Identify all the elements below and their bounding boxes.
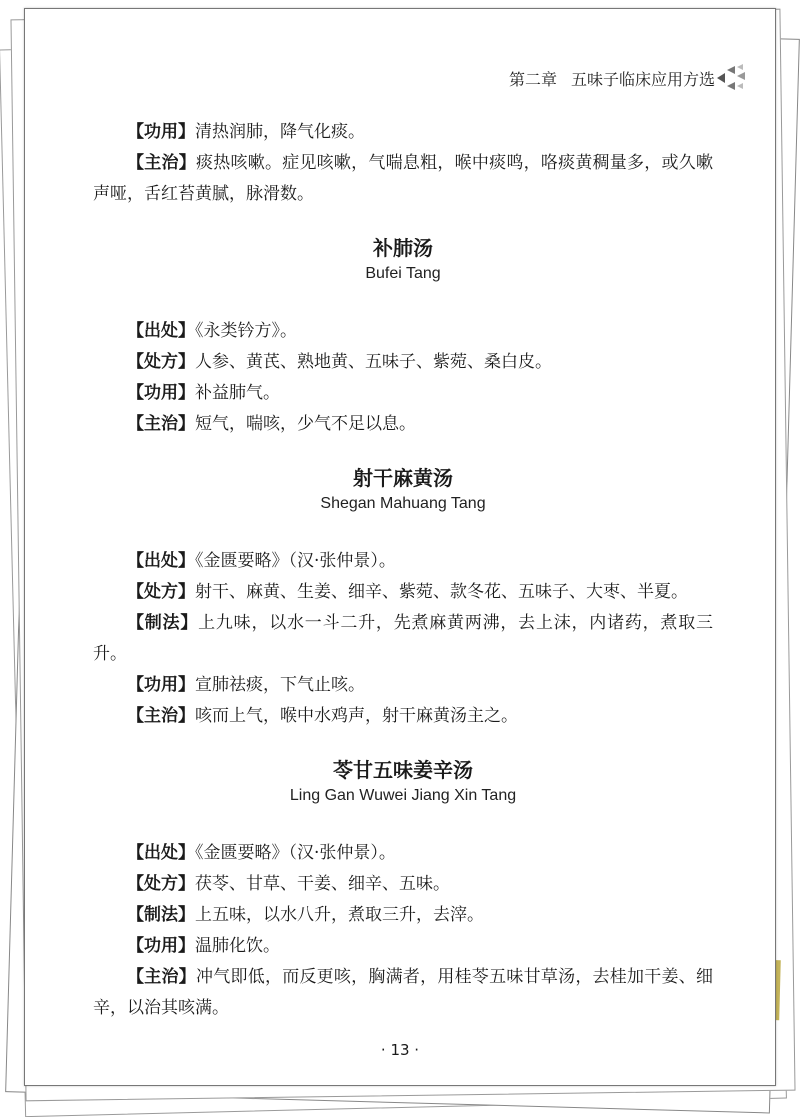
- entry-label: 【主治】: [127, 706, 195, 726]
- formula-heading: [93, 234, 713, 286]
- entry: [93, 838, 713, 869]
- entry-text: 人参、黄芪、熟地黄、五味子、紫菀、桑白皮。: [195, 352, 552, 372]
- entry-text: 《金匮要略》（汉·张仲景）。: [195, 843, 396, 863]
- formula-pinyin: Ling Gan Wuwei Jiang Xin Tang: [289, 787, 517, 804]
- formula-heading: [93, 464, 713, 516]
- entry-text: 射干、麻黄、生姜、细辛、紫菀、款冬花、五味子、大枣、半夏。: [195, 582, 688, 602]
- entry-text: 上九味，以水一斗二升，先煮麻黄两沸，去上沫，内诸药，煮取三升。: [93, 613, 713, 664]
- entry: [93, 701, 713, 732]
- entry: [93, 148, 713, 210]
- entry: [93, 117, 713, 148]
- entry-label: 【主治】: [127, 967, 196, 987]
- entry-label: 【制法】: [127, 905, 195, 925]
- entry: [93, 546, 713, 577]
- entry-label: 【主治】: [127, 414, 195, 434]
- entry-label: 【功用】: [127, 675, 195, 695]
- entry-text: 宣肺祛痰，下气止咳。: [195, 675, 365, 695]
- entry-text: 冲气即低，而反更咳，胸满者，用桂苓五味甘草汤，去桂加干姜、细辛，以治其咳满。: [93, 967, 714, 1018]
- entry-label: 【功用】: [127, 383, 195, 403]
- formula-title: 苓甘五味姜辛汤: [333, 758, 473, 782]
- running-header: [509, 67, 715, 90]
- entry: [93, 931, 713, 962]
- entry-label: 【功用】: [127, 936, 195, 956]
- entry-text: 温肺化饮。: [195, 936, 280, 956]
- entry-text: 《金匮要略》（汉·张仲景）。: [195, 551, 396, 571]
- entry-text: 短气，喘咳，少气不足以息。: [195, 414, 416, 434]
- entry-text: 清热润肺，降气化痰。: [195, 122, 365, 142]
- entry: [93, 347, 713, 378]
- formula-title: 射干麻黄汤: [353, 466, 453, 490]
- triangle-ornament-icon: [715, 64, 749, 92]
- entry: [93, 608, 713, 670]
- formula-pinyin: Shegan Mahuang Tang: [320, 495, 486, 512]
- entry-label: 【出处】: [127, 551, 195, 571]
- entry-text: 上五味，以水八升，煮取三升，去滓。: [195, 905, 484, 925]
- entry-label: 【处方】: [127, 874, 195, 894]
- book-page: [24, 8, 776, 1086]
- page-body: [93, 117, 713, 1024]
- entry-label: 【主治】: [127, 153, 196, 173]
- entry-text: 痰热咳嗽。症见咳嗽，气喘息粗，喉中痰鸣，咯痰黄稠量多，或久嗽声哑，舌红苔黄腻，脉滑数。: [93, 153, 714, 204]
- entry-text: 茯苓、甘草、干姜、细辛、五味。: [195, 874, 450, 894]
- entry-text: 《永类钤方》。: [195, 321, 297, 341]
- entry: [93, 316, 713, 347]
- entry-text: 补益肺气。: [195, 383, 280, 403]
- formula-title: 补肺汤: [373, 236, 433, 260]
- entry-label: 【出处】: [127, 321, 195, 341]
- entry: [93, 900, 713, 931]
- chapter-title: 五味子临床应用方选: [570, 70, 715, 89]
- entry-label: 【处方】: [127, 582, 195, 602]
- formula-heading: [93, 756, 713, 808]
- entry: [93, 577, 713, 608]
- entry: [93, 670, 713, 701]
- entry-label: 【处方】: [127, 352, 195, 372]
- entry: [93, 869, 713, 900]
- entry: [93, 962, 713, 1024]
- entry: [93, 378, 713, 409]
- entry-label: 【制法】: [127, 613, 199, 633]
- entry-label: 【出处】: [127, 843, 195, 863]
- entry-text: 咳而上气，喉中水鸡声，射干麻黄汤主之。: [195, 706, 518, 726]
- chapter-number: 第二章: [508, 70, 557, 89]
- entry: [93, 409, 713, 440]
- page-number: · 13 ·: [380, 1041, 420, 1059]
- entry-label: 【功用】: [127, 122, 195, 142]
- formula-pinyin: Bufei Tang: [365, 265, 441, 282]
